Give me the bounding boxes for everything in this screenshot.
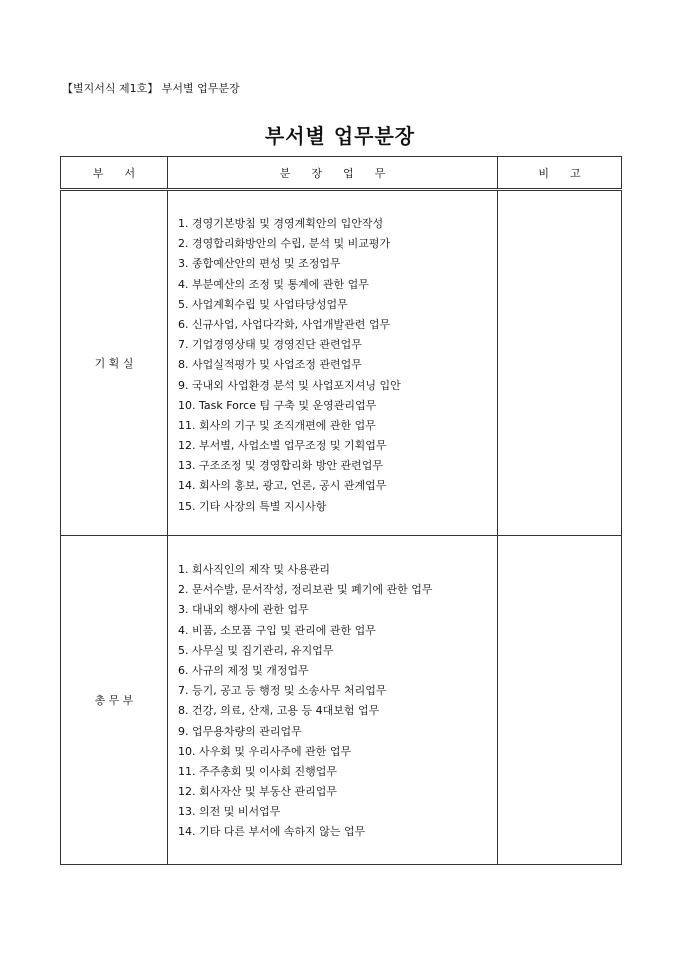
- table-header-row: [61, 157, 622, 190]
- duty-list-general-affairs: [168, 536, 497, 843]
- duty-item: 3. 종합예산안의 편성 및 조정업무: [178, 257, 341, 271]
- duty-item: 8. 사업실적평가 및 사업조정 관련업무: [178, 358, 362, 372]
- duty-item: 9. 국내외 사업환경 분석 및 사업포지셔닝 입안: [178, 378, 401, 392]
- header-duties: 분 장 업 무: [168, 157, 498, 190]
- duty-item: 6. 사규의 제정 및 개정업무: [178, 663, 309, 677]
- duty-list-planning: [168, 191, 497, 517]
- table-row-general-affairs: [61, 536, 622, 865]
- duties-cell: [168, 190, 498, 536]
- duty-item: 8. 건강, 의료, 산재, 고용 등 4대보험 업무: [178, 704, 380, 718]
- duty-item: 7. 등기, 공고 등 행정 및 소송사무 처리업무: [178, 684, 387, 698]
- duty-item: 10. Task Force 팀 구축 및 운영관리업무: [178, 398, 377, 412]
- duty-item: 15. 기타 사장의 특별 지시사항: [178, 499, 327, 513]
- duty-item: 1. 경영기본방침 및 경영계획안의 입안작성: [178, 217, 384, 230]
- duty-item: 11. 주주총회 및 이사회 진행업무: [178, 764, 337, 778]
- duty-item: 11. 회사의 기구 및 조직개편에 관한 업무: [178, 418, 376, 432]
- duty-item: 2. 경영합리화방안의 수립, 분석 및 비교평가: [178, 237, 391, 251]
- duties-cell: [168, 536, 498, 865]
- duty-item: 12. 부서별, 사업소별 업무조정 및 기획업무: [178, 439, 387, 453]
- duty-item: 4. 비품, 소모품 구입 및 관리에 관한 업무: [178, 623, 376, 637]
- document-title: 부서별 업무분장: [264, 124, 416, 148]
- duty-item: 4. 부분예산의 조정 및 통계에 관한 업무: [178, 277, 369, 291]
- duty-item: 5. 사업계획수립 및 사업타당성업무: [178, 297, 348, 311]
- duty-item: 13. 구조조정 및 경영합리화 방안 관련업무: [178, 459, 383, 473]
- duty-item: 2. 문서수발, 문서작성, 정리보관 및 폐기에 관한 업무: [178, 583, 433, 597]
- duty-item: 13. 의전 및 비서업무: [178, 805, 281, 819]
- header-remarks: 비 고: [498, 157, 622, 190]
- remarks-cell: [498, 190, 622, 536]
- form-label: 【별지서식 제1호】 부서별 업무분장: [62, 82, 240, 95]
- duty-item: 5. 사무실 및 집기관리, 유지업무: [178, 643, 334, 657]
- department-cell: 기 획 실: [61, 190, 168, 536]
- duty-item: 14. 회사의 홍보, 광고, 언론, 공시 관계업무: [178, 479, 387, 493]
- duty-item: 10. 사우회 및 우리사주에 관한 업무: [178, 744, 352, 758]
- duty-table: [60, 156, 622, 865]
- duty-item: 14. 기타 다른 부서에 속하지 않는 업무: [178, 825, 366, 839]
- duty-item: 7. 기업경영상태 및 경영진단 관련업무: [178, 338, 362, 352]
- duty-item: 6. 신규사업, 사업다각화, 사업개발관련 업무: [178, 317, 391, 331]
- duty-item: 9. 업무용차량의 관리업무: [178, 724, 302, 738]
- department-cell: 총 무 부: [61, 536, 168, 865]
- duty-item: 12. 회사자산 및 부동산 관리업무: [178, 785, 337, 799]
- remarks-cell: [498, 536, 622, 865]
- header-department: 부 서: [61, 157, 168, 190]
- table-row-planning: [61, 190, 622, 536]
- duty-item: 3. 대내외 행사에 관한 업무: [178, 603, 309, 617]
- duty-item: 1. 회사직인의 제작 및 사용관리: [178, 563, 330, 576]
